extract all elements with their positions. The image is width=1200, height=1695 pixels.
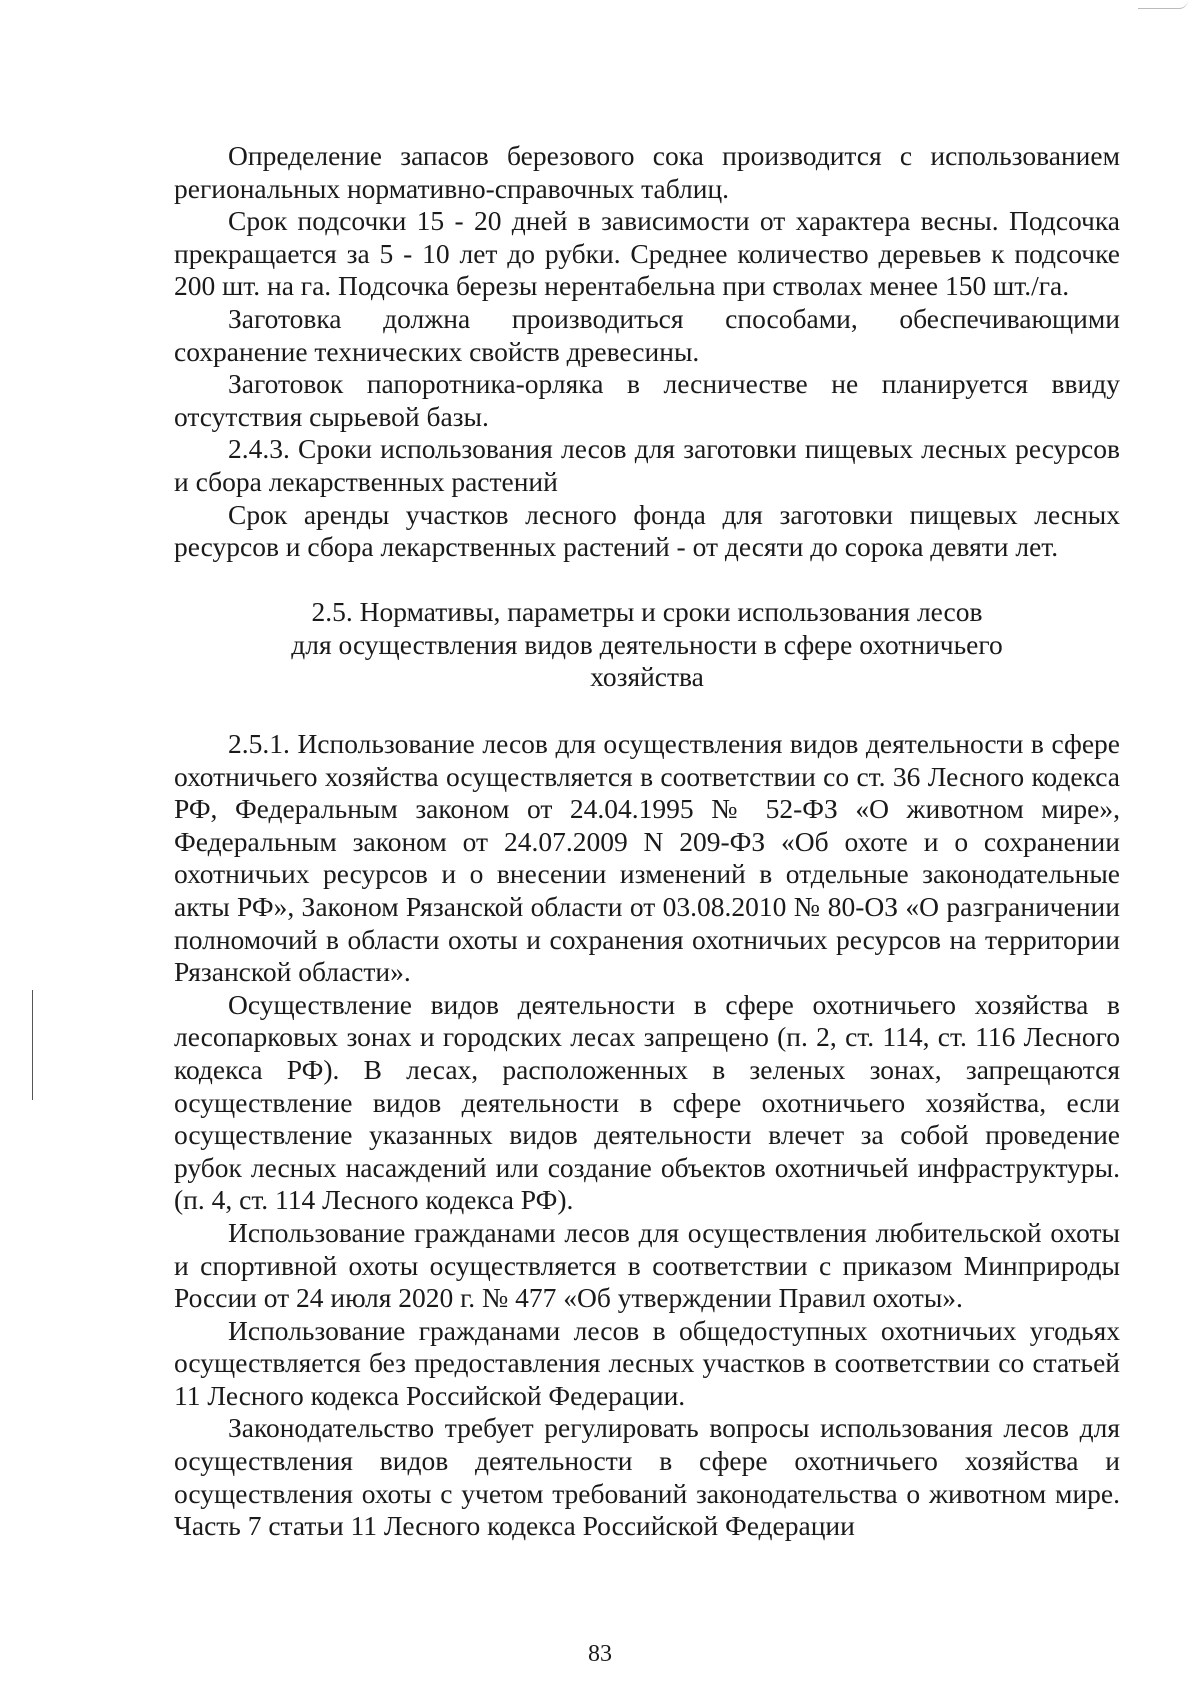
paragraph: Законодательство требует регулировать вопросы использования лесов для осуществления видов деятельности в сфере охотничьего хозяйства и осуществления охоты с учетом требований законодательства о животном мире. Часть 7 статьи 11 Лесного кодекса Российской Федерации [174,1412,1120,1542]
page-number: 83 [588,1641,612,1667]
section-heading-line: для осуществления видов деятельности в сфере охотничьего [291,628,1003,660]
paragraph: Осуществление видов деятельности в сфере охотничьего хозяйства в лесопарковых зонах и городских лесах запрещено (п. 2, ст. 114, ст. 116 Лесного кодекса РФ). В лесах, расположенных в зеленых зонах, запрещаются осуществление видов деятельности в сфере охотничьего хозяйства, если осуществление указанных видов деятельности влечет за собой проведение рубок лесных насаждений или создание объектов охотничьей инфраструктуры. (п. 4, ст. 114 Лесного кодекса РФ). [174,988,1120,1216]
section-heading-line: 2.5. Нормативы, параметры и сроки использования лесов [311,596,983,627]
scan-artifact [1138,0,1188,9]
paragraph: Срок подсочки 15 - 20 дней в зависимости от характера весны. Подсочка прекращается за 5 - 10 лет до рубки. Среднее количество деревьев к подсочке 200 шт. на га. Подсочка березы нерентабельна при стволах менее 150 шт./га. [174,205,1120,302]
section-heading [174,596,1120,694]
paragraph: Заготовка должна производиться способами, обеспечивающими сохранение технических свойств древесины. [174,302,1120,367]
text-block-bottom [174,728,1120,1543]
paragraph: Использование гражданами лесов в общедоступных охотничьих угодьях осуществляется без предоставления лесных участков в соответствии со статьей 11 Лесного кодекса Российской Федерации. [174,1314,1120,1411]
section-heading-line: хозяйства [590,661,704,693]
paragraph: 2.5.1. Использование лесов для осуществления видов деятельности в сфере охотничьего хозяйства осуществляется в соответствии со ст. 36 Лесного кодекса РФ, Федеральным законом от 24.04.1995 № 52-ФЗ «О животном мире», Федеральным законом от 24.07.2009 N 209-ФЗ «Об охоте и о сохранении охотничьих ресурсов и о внесении изменений в отдельные законодательные акты РФ», Законом Рязанской области от 03.08.2010 № 80-ОЗ «О разграничении полномочий в области охоты и сохранения охотничьих ресурсов на территории Рязанской области». [174,728,1120,988]
scan-edge-mark [32,990,33,1100]
paragraph: Заготовок папоротника-орляка в лесничестве не планируется ввиду отсутствия сырьевой базы. [174,368,1120,432]
paragraph: Срок аренды участков лесного фонда для заготовки пищевых лесных ресурсов и сбора лекарственных растений - от десяти до сорока девяти лет. [174,498,1120,563]
paragraph: Использование гражданами лесов для осуществления любительской охоты и спортивной охоты осуществляется в соответствии с приказом Минприроды России от 24 июля 2020 г. № 477 «Об утверждении Правил охоты». [174,1216,1120,1314]
subsection-heading: 2.4.3. Сроки использования лесов для заготовки пищевых лесных ресурсов и сбора лекарственных растений [174,433,1120,497]
paragraph: Определение запасов березового сока производится с использованием региональных нормативно-справочных таблиц. [174,140,1120,204]
text-block-top [174,140,1120,564]
